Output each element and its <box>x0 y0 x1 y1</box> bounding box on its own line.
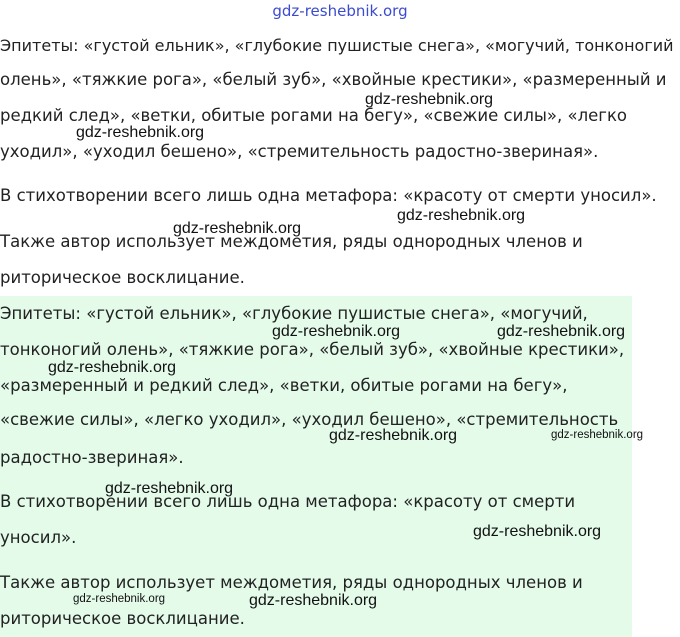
text-line: Также автор использует междометия, ряды однородных членов и <box>0 573 583 592</box>
text-line: уходил», «уходил бешено», «стремительность радостно-звериная». <box>0 142 599 161</box>
watermark: gdz-reshebnik.org <box>397 207 526 224</box>
watermark: gdz-reshebnik.org <box>173 220 302 237</box>
text-line: В стихотворении всего лишь одна метафора: «красоту от смерти <box>0 492 576 511</box>
text-line: уносил». <box>0 528 77 547</box>
header-watermark: gdz-reshebnik.org <box>272 2 408 20</box>
text-line: редкий след», «ветки, обитые рогами на бегу», «свежие силы», «легко <box>0 106 627 125</box>
text-line: «свежие силы», «легко уходил», «уходил бешено», «стремительность <box>0 410 619 429</box>
text-line: олень», «тяжкие рога», «белый зуб», «хвойные крестики», «размеренный и <box>0 70 667 89</box>
watermark: gdz-reshebnik.org <box>249 592 378 609</box>
text-line: Эпитеты: «густой ельник», «глубокие пушистые снега», «могучий, <box>0 304 588 323</box>
watermark: gdz-reshebnik.org <box>105 480 234 497</box>
watermark: gdz-reshebnik.org <box>48 359 177 376</box>
answer-block-highlighted <box>0 296 632 637</box>
text-line: В стихотворении всего лишь одна метафора: «красоту от смерти уносил». <box>0 186 657 205</box>
watermark: gdz-reshebnik.org <box>272 323 401 340</box>
watermark: gdz-reshebnik.org <box>76 124 205 141</box>
text-line: «размеренный и редкий след», «ветки, обитые рогами на бегу», <box>0 376 568 395</box>
watermark: gdz-reshebnik.org <box>497 323 626 340</box>
text-line: Эпитеты: «густой ельник», «глубокие пушистые снега», «могучий, тонконогий <box>0 36 674 55</box>
watermark: gdz-reshebnik.org <box>329 427 458 444</box>
text-line: риторическое восклицание. <box>0 268 245 287</box>
text-line: Также автор использует междометия, ряды однородных членов и <box>0 232 583 251</box>
watermark: gdz-reshebnik.org <box>551 429 644 441</box>
watermark: gdz-reshebnik.org <box>73 593 166 605</box>
watermark: gdz-reshebnik.org <box>473 523 602 540</box>
watermark: gdz-reshebnik.org <box>365 91 494 108</box>
text-line: тонконогий олень», «тяжкие рога», «белый зуб», «хвойные крестики», <box>0 340 625 359</box>
text-line: риторическое восклицание. <box>0 609 245 628</box>
text-line: радостно-звериная». <box>0 448 184 467</box>
